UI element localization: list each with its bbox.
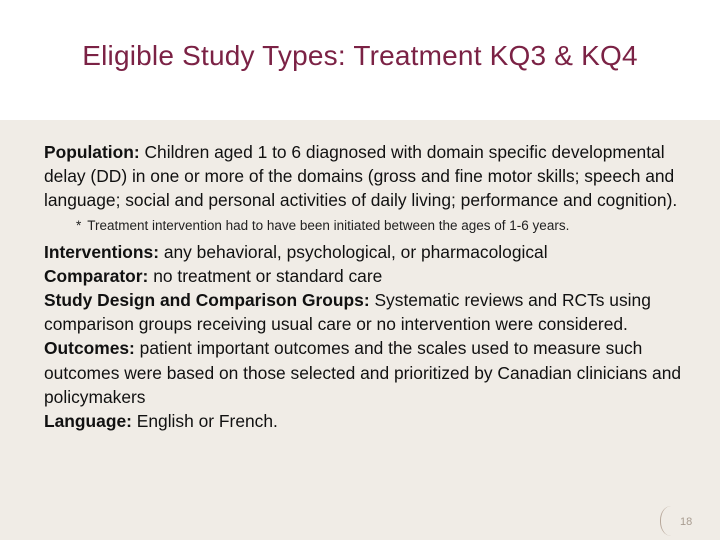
interventions-label: Interventions: — [44, 241, 159, 262]
slide-title: Eligible Study Types: Treatment KQ3 & KQ4 — [82, 40, 638, 71]
slide-body — [44, 140, 684, 433]
study-design-paragraph — [44, 288, 684, 336]
treatment-note — [76, 216, 684, 236]
title-area — [0, 0, 720, 120]
language-label: Language: — [44, 411, 132, 432]
population-paragraph — [44, 140, 684, 213]
page-number: 18 — [680, 516, 693, 528]
study-design-label: Study Design and Comparison Groups: — [44, 290, 370, 311]
note-text: Treatment intervention had to have been initiated between the ages of 1-6 years. — [87, 217, 570, 233]
interventions-paragraph — [44, 240, 684, 264]
population-text: Children aged 1 to 6 diagnosed with domain specific developmental delay (DD) in one or more of the domains (gross and fine motor skills; speech and language; social and personal activities of daily living; performance and cognition). — [44, 142, 678, 211]
outcomes-text: patient important outcomes and the scales used to measure such outcomes were based on those selected and prioritized by Canadian clinicians and policymakers — [44, 338, 682, 407]
note-marker: * — [76, 217, 82, 233]
comparator-paragraph — [44, 264, 684, 288]
comparator-text: no treatment or standard care — [148, 265, 383, 286]
comparator-label: Comparator: — [44, 265, 149, 286]
language-paragraph — [44, 409, 684, 433]
outcomes-paragraph — [44, 336, 684, 409]
study-design-text: Systematic reviews and RCTs using comparison groups receiving usual care or no intervention were considered. — [44, 290, 651, 335]
interventions-text: any behavioral, psychological, or pharmacological — [158, 241, 548, 262]
content-area — [0, 120, 720, 540]
outcomes-label: Outcomes: — [44, 338, 135, 359]
population-label: Population: — [44, 142, 140, 162]
language-text: English or French. — [131, 411, 278, 432]
